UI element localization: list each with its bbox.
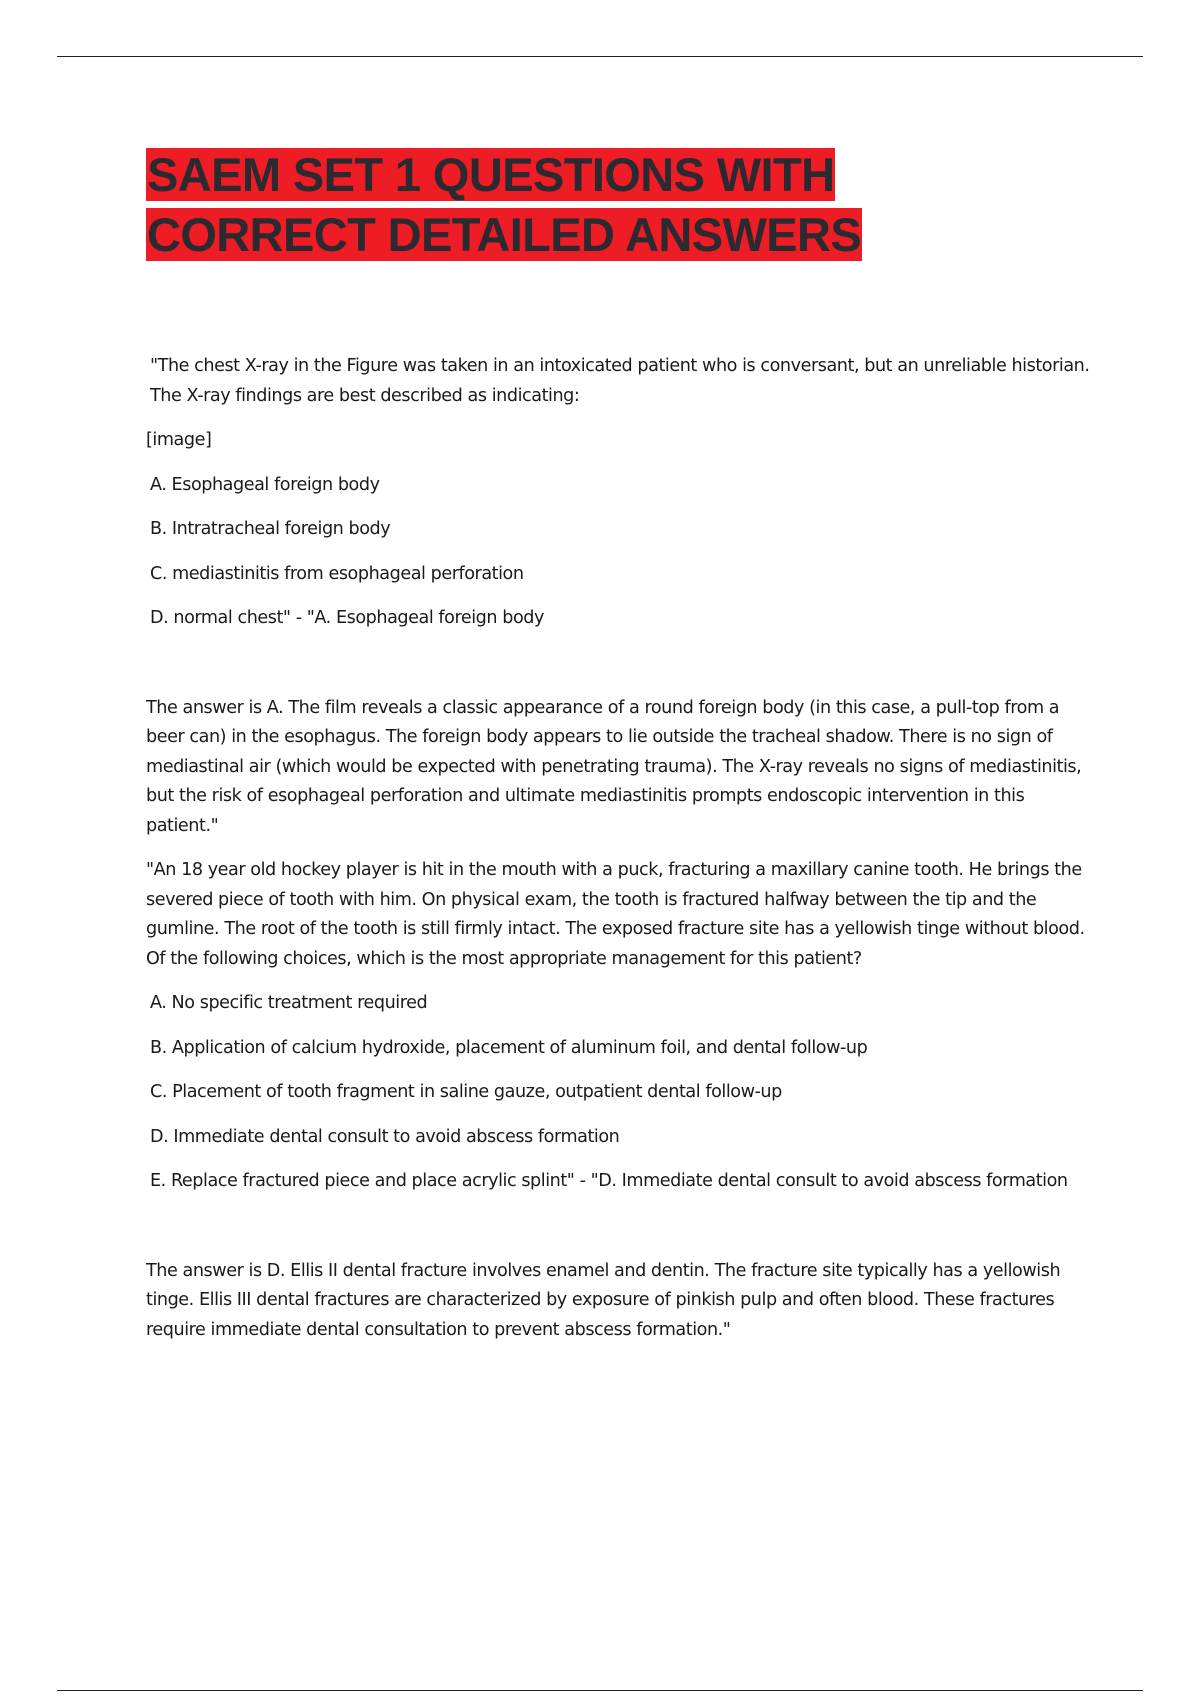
q1-option-b: B. Intratracheal foreign body: [150, 519, 391, 539]
q2-option-a: A. No specific treatment required: [150, 993, 428, 1013]
q2-option-b: B. Application of calcium hydroxide, placement of aluminum foil, and dental follow-up: [150, 1037, 868, 1058]
q1-option-d: D. normal chest" - "A. Esophageal foreign body: [150, 608, 544, 628]
title-line-1: SAEM SET 1 QUESTIONS WITH: [147, 148, 835, 201]
q1-explanation: The answer is A. The film reveals a classic appearance of a round foreign body (in this case, a pull-top from a beer can) in the esophagus. The foreign body appears to lie outside the tracheal shadow. There is no sign of mediastinal air (which would be expected with penetrating trauma). The X-ray reveals no signs of mediastinitis, but the risk of esophageal perforation and ultimate mediastinitis prompts endoscopic intervention in this patient.": [146, 697, 1082, 836]
q2-explanation: The answer is D. Ellis II dental fracture involves enamel and dentin. The fracture site typically has a yellowish tinge. Ellis III dental fractures are characterized by exposure of pinkish pulp and often blood. These fractures require immediate dental consultation to prevent abscess formation.": [146, 1260, 1061, 1340]
q2-option-e: E. Replace fractured piece and place acrylic splint" - "D. Immediate dental consult to avoid abscess formation: [150, 1171, 1068, 1191]
q1-option-a: A. Esophageal foreign body: [150, 474, 380, 495]
title-line-2: CORRECT DETAILED ANSWERS: [147, 208, 862, 261]
q2-option-d: D. Immediate dental consult to avoid abscess formation: [150, 1126, 620, 1147]
bottom-rule: [57, 1690, 1143, 1691]
q1-option-c: C. mediastinitis from esophageal perforation: [150, 563, 524, 584]
q2-stem: "An 18 year old hockey player is hit in the mouth with a puck, fracturing a maxillary canine tooth. He brings the severed piece of tooth with him. On physical exam, the tooth is fractured halfway between the tip and the gumline. The root of the tooth is still firmly intact. The exposed fracture site has a yellowish tinge without blood. Of the following choices, which is the most appropriate management for this patient?: [146, 860, 1085, 969]
q1-image-placeholder: [image]: [146, 430, 212, 450]
document-body: [146, 352, 1096, 1345]
document-title: [146, 145, 862, 265]
q2-option-c: C. Placement of tooth fragment in saline gauze, outpatient dental follow-up: [150, 1082, 782, 1102]
top-rule: [57, 56, 1143, 57]
q1-stem: "The chest X-ray in the Figure was taken in an intoxicated patient who is conversant, but an unreliable historian. The X-ray findings are best described as indicating:: [150, 356, 1090, 406]
